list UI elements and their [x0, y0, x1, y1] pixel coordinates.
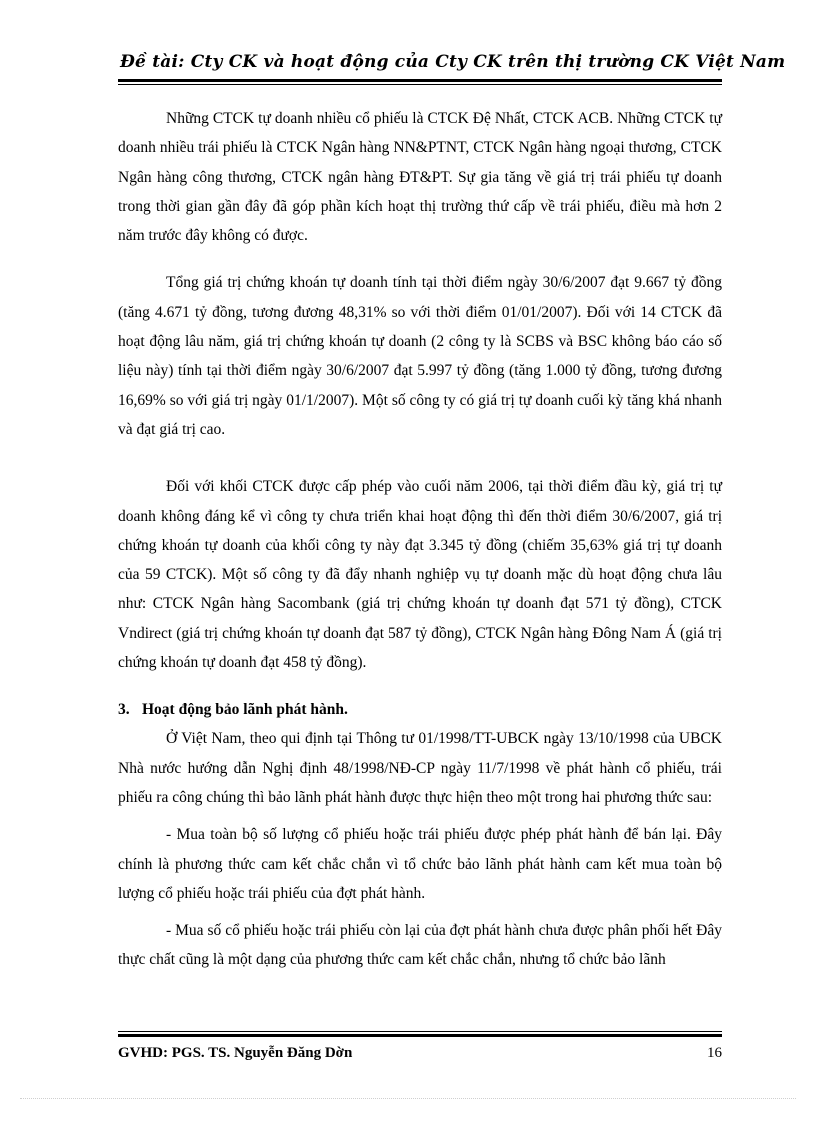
page-number: 16 — [707, 1045, 722, 1061]
page-edge — [20, 1098, 796, 1099]
header-rule-thick — [118, 79, 722, 82]
section-number: 3. — [118, 701, 130, 719]
paragraph-1: Những CTCK tự doanh nhiều cổ phiếu là CTCK Đệ Nhất, CTCK ACB. Những CTCK tự doanh nhiều trái phiếu là CTCK Ngân hàng NN&PTNT, CTCK Ngân hàng ngoại thương, CTCK Ngân hàng công thương, CTCK ngân hàng ĐT&PT. Sự gia tăng về giá trị trái phiếu tự doanh trong thời gian gần đây đã góp phần kích hoạt thị trường thứ cấp về trái phiếu, điều mà hơn 2 năm trước đây không có được. — [118, 110, 722, 245]
paragraph-3: Đối với khối CTCK được cấp phép vào cuối năm 2006, tại thời điểm đầu kỳ, giá trị tự doanh không đáng kể vì công ty chưa triển khai hoạt động thì đến thời điểm 30/6/2007, giá trị chứng khoán tự doanh của khối công ty này đạt 3.345 tỷ đồng (chiếm 35,63% giá trị tự doanh của 59 CTCK). Một số công ty đã đẩy nhanh nghiệp vụ tự doanh mặc dù hoạt động chưa lâu như: CTCK Ngân hàng Sacombank (giá trị chứng khoán tự doanh đạt 571 tỷ đồng), CTCK Vndirect (giá trị chứng khoán tự doanh đạt 587 tỷ đồng), CTCK Ngân hàng Đông Nam Á (giá trị chứng khoán tự doanh đạt 458 tỷ đồng). — [118, 478, 722, 672]
footer-rule-thin — [118, 1031, 722, 1032]
paragraph-2: Tổng giá trị chứng khoán tự doanh tính tại thời điểm ngày 30/6/2007 đạt 9.667 tỷ đồng (tăng 4.671 tỷ đồng, tương đương 48,31% so với thời điểm 01/01/2007). Đối với 14 CTCK đã hoạt động lâu năm, giá trị chứng khoán tự doanh (2 công ty là SCBS và BSC không báo cáo số liệu này) tính tại thời điểm ngày 30/6/2007 đạt 5.997 tỷ đồng (tăng 1.000 tỷ đồng, tương đương 16,69% so với giá trị ngày 01/1/2007). Một số công ty có giá trị tự doanh cuối kỳ tăng khá nhanh và đạt giá trị cao. — [118, 274, 722, 438]
header-title: Đề tài: Cty CK và hoạt động của Cty CK trên thị trường CK Việt Nam — [120, 52, 786, 72]
body-text — [118, 104, 722, 975]
paragraph-4: Ở Việt Nam, theo qui định tại Thông tư 01/1998/TT-UBCK ngày 13/10/1998 của UBCK Nhà nước hướng dẫn Nghị định 48/1998/NĐ-CP ngày 11/7/1998 về phát hành cổ phiếu, trái phiếu ra công chúng thì bảo lãnh phát hành được thực hiện theo một trong hai phương thức sau: — [118, 730, 722, 806]
header-rule-thin — [118, 84, 722, 85]
footer-advisor: GVHD: PGS. TS. Nguyễn Đăng Dờn — [118, 1045, 353, 1061]
section-heading — [118, 695, 722, 724]
footer-rule-thick — [118, 1034, 722, 1037]
paragraph-6: - Mua số cổ phiếu hoặc trái phiếu còn lại của đợt phát hành chưa được phân phối hết Đây thực chất cũng là một dạng của phương thức cam kết chắc chắn, nhưng tổ chức bảo lãnh — [118, 922, 722, 969]
section-title: Hoạt động bảo lãnh phát hành. — [142, 701, 348, 719]
paragraph-5: - Mua toàn bộ số lượng cổ phiếu hoặc trái phiếu được phép phát hành để bán lại. Đây chính là phương thức cam kết chắc chắn vì tổ chức bảo lãnh phát hành cam kết mua toàn bộ lượng cổ phiếu hoặc trái phiếu của đợt phát hành. — [118, 826, 722, 902]
